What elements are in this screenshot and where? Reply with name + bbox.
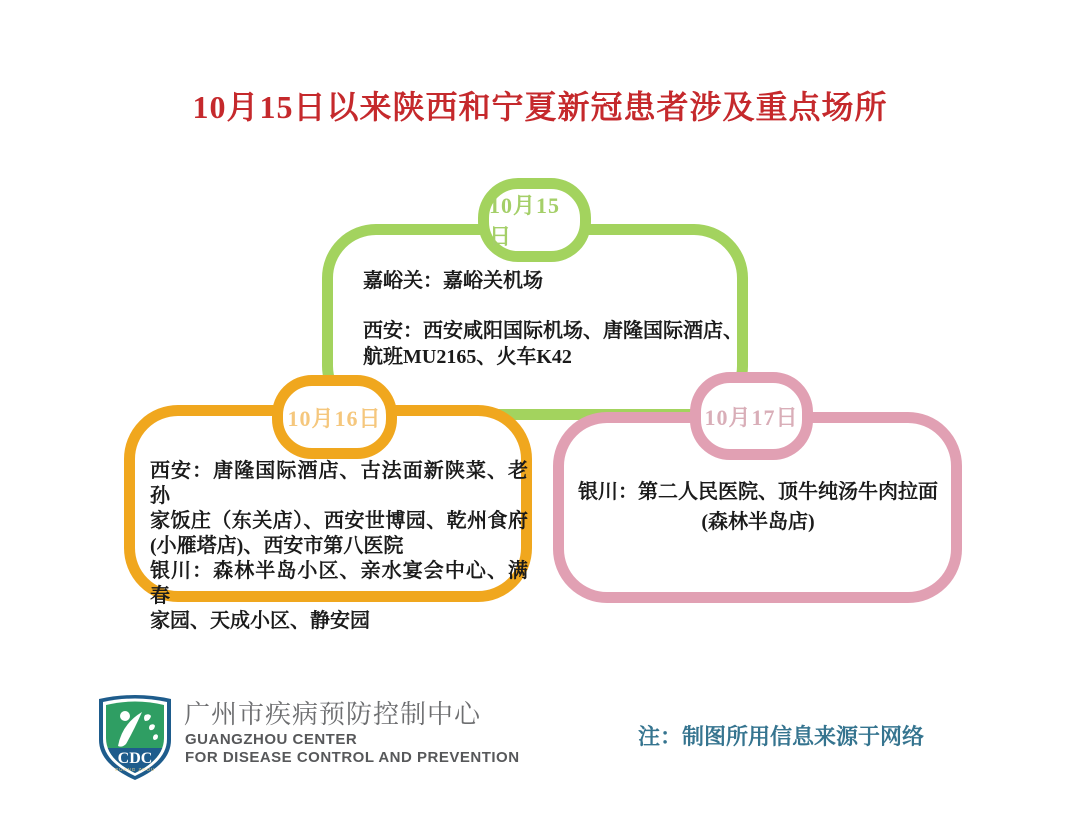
page-title: 10月15日以来陕西和宁夏新冠患者涉及重点场所	[192, 89, 888, 125]
oct17-text-block	[564, 477, 952, 537]
oct17-date-badge	[690, 372, 813, 460]
oct15-date-label: 10月15日	[489, 193, 561, 249]
oct16-date-label: 10月16日	[287, 405, 382, 431]
text-line: 家园、天成小区、静安园	[150, 610, 370, 632]
text-line: (森林半岛店)	[701, 511, 815, 533]
oct15-text-block	[363, 268, 745, 370]
figure-head	[120, 711, 130, 721]
text-line: 银川：第二人民医院、顶牛纯汤牛肉拉面	[578, 481, 938, 503]
text-line: 西安：唐隆国际酒店、古法面新陕菜、老孙	[150, 460, 528, 507]
text-line: 家饭庄（东关店）、西安世博园、乾州食府	[150, 510, 528, 532]
text-line: 嘉峪关：嘉峪关机场	[363, 270, 543, 292]
oct17-date-label: 10月17日	[704, 404, 799, 430]
oct16-text-block	[150, 459, 528, 634]
source-note: 注：制图所用信息来源于网络	[638, 724, 925, 749]
text-line: 银川：森林半岛小区、亲水宴会中心、满春	[150, 560, 528, 607]
text-line: 航班MU2165、火车K42	[363, 346, 572, 368]
cdc-logo	[93, 690, 177, 782]
text-line: (小雁塔店)、西安市第八医院	[150, 535, 404, 557]
oct15-date-badge	[478, 178, 591, 262]
org-name-cn: 广州市疾病预防控制中心	[184, 699, 482, 729]
text-line: 西安：西安咸阳国际机场、唐隆国际酒店、	[363, 320, 743, 342]
logo-acronym: CDC	[117, 750, 153, 767]
logo-subtext: GUANG ZHOU	[114, 767, 156, 772]
org-name-en-line2: FOR DISEASE CONTROL AND PREVENTION	[185, 749, 520, 766]
org-name-en-line1: GUANGZHOU CENTER	[185, 731, 358, 748]
oct16-date-badge	[272, 375, 397, 459]
